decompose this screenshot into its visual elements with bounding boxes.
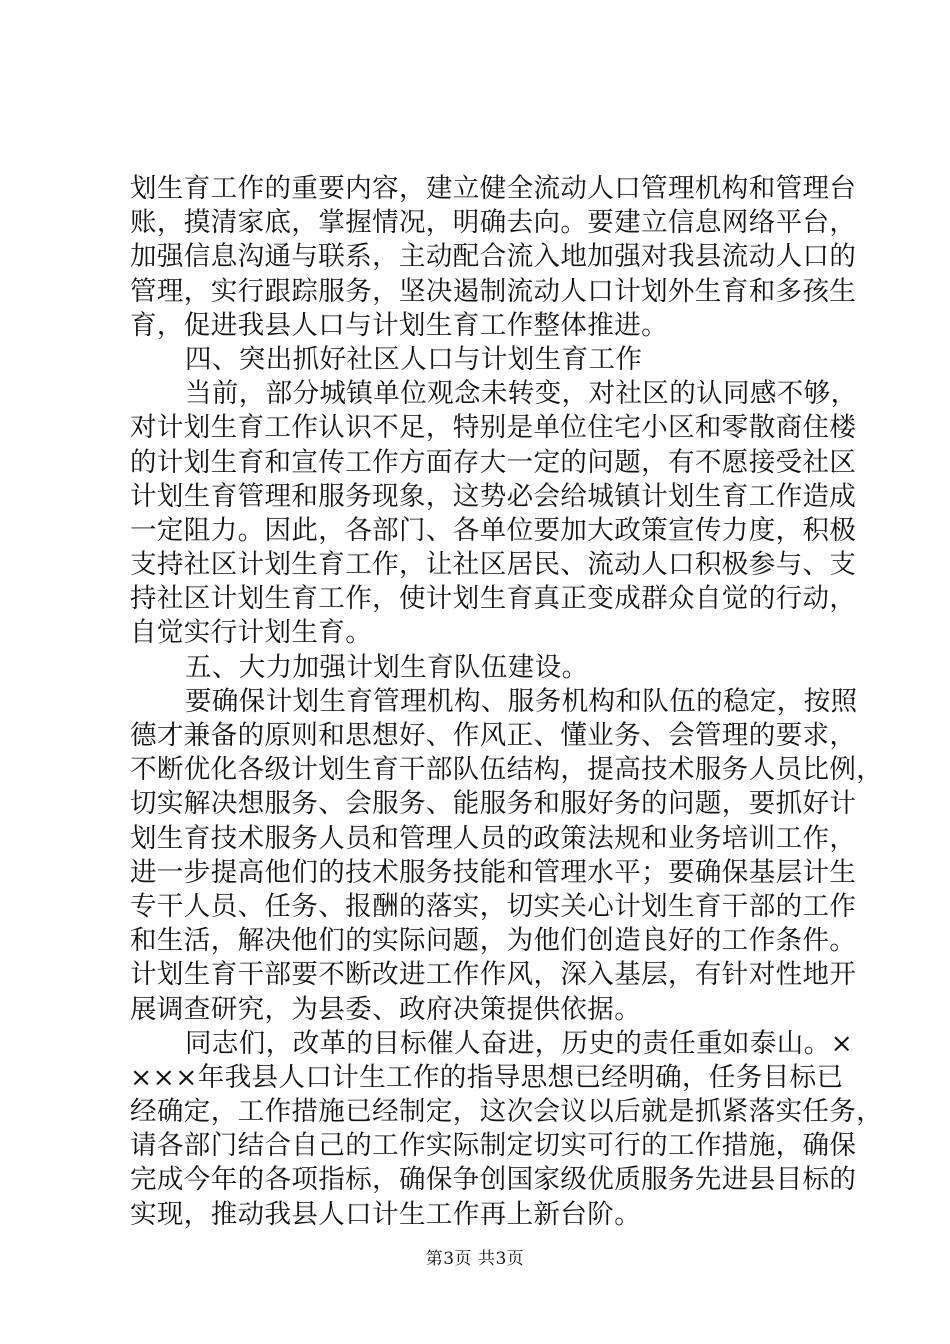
text-line-16: 要确保计划生育管理机构、服务机构和队伍的稳定，按照 <box>185 685 858 717</box>
text-line-25: 展调查研究，为县委、政府决策提供依据。 <box>130 993 642 1025</box>
text-line-4: 管理，实行跟踪服务，坚决遏制流动人口计划外生育和多孩生 <box>130 275 857 307</box>
text-line-8: 对计划生育工作认识不足，特别是单位住宅小区和零散商住楼 <box>130 412 857 444</box>
text-line-27: ×××年我县人口计生工作的指导思想已经明确，任务目标已 <box>130 1061 844 1093</box>
text-line-10: 计划生育管理和服务现象，这势必会给城镇计划生育工作造成 <box>130 480 857 512</box>
page-number-label: 第3页 共3页 <box>425 1249 525 1269</box>
text-line-17: 德才兼备的原则和思想好、作风正、懂业务、会管理的要求， <box>130 720 857 751</box>
text-line-7: 当前，部分城镇单位观念未转变，对社区的认同感不够， <box>185 378 858 410</box>
text-line-26: 同志们，改革的目标催人奋进，历史的责任重如泰山。× <box>185 1027 854 1059</box>
text-line-30: 完成今年的各项指标，确保争创国家级优质服务先进县目标的 <box>130 1164 857 1196</box>
section-heading-5: 五、大力加强计划生育队伍建设。 <box>185 651 589 683</box>
text-line-28: 经确定，工作措施已经制定，这次会议以后就是抓紧落实任务， <box>130 1096 884 1128</box>
page-number-footer <box>0 1244 950 1269</box>
text-line-29: 请各部门结合自己的工作实际制定切实可行的工作措施，确保 <box>130 1130 857 1162</box>
text-line-13: 持社区计划生育工作，使计划生育真正变成群众自觉的行动， <box>130 583 857 615</box>
text-line-18: 不断优化各级计划生育干部队伍结构，提高技术服务人员比例， <box>130 754 884 786</box>
text-line-12: 支持社区计划生育工作，让社区居民、流动人口积极参与、支 <box>130 549 857 581</box>
text-line-2: 账，摸清家底，掌握情况，明确去向。要建立信息网络平台， <box>130 207 857 239</box>
text-line-11: 一定阻力。因此，各部门、各单位要加大政策宣传力度，积极 <box>130 514 857 546</box>
document-body <box>130 172 884 1232</box>
text-line-24: 计划生育干部要不断改进工作作风，深入基层，有针对性地开 <box>130 959 857 991</box>
text-line-1: 划生育工作的重要内容，建立健全流动人口管理机构和管理台 <box>130 173 857 204</box>
text-line-14: 自觉实行计划生育。 <box>130 617 373 649</box>
text-line-21: 进一步提高他们的技术服务技能和管理水平；要确保基层计生 <box>130 856 857 888</box>
text-line-19: 切实解决想服务、会服务、能服务和服好务的问题，要抓好计 <box>130 788 857 820</box>
text-line-9: 的计划生育和宣传工作方面存大一定的问题，有不愿接受社区 <box>130 446 857 478</box>
text-line-31: 实现，推动我县人口计生工作再上新台阶。 <box>130 1198 642 1230</box>
text-line-3: 加强信息沟通与联系，主动配合流入地加强对我县流动人口的 <box>130 241 857 273</box>
text-line-23: 和生活，解决他们的实际问题，为他们创造良好的工作条件。 <box>130 925 857 957</box>
text-line-20: 划生育技术服务人员和管理人员的政策法规和业务培训工作， <box>130 822 857 854</box>
text-line-22: 专干人员、任务、报酬的落实，切实关心计划生育干部的工作 <box>130 890 857 922</box>
section-heading-4: 四、突出抓好社区人口与计划生育工作 <box>185 343 643 375</box>
text-line-5: 育，促进我县人口与计划生育工作整体推进。 <box>130 309 668 341</box>
